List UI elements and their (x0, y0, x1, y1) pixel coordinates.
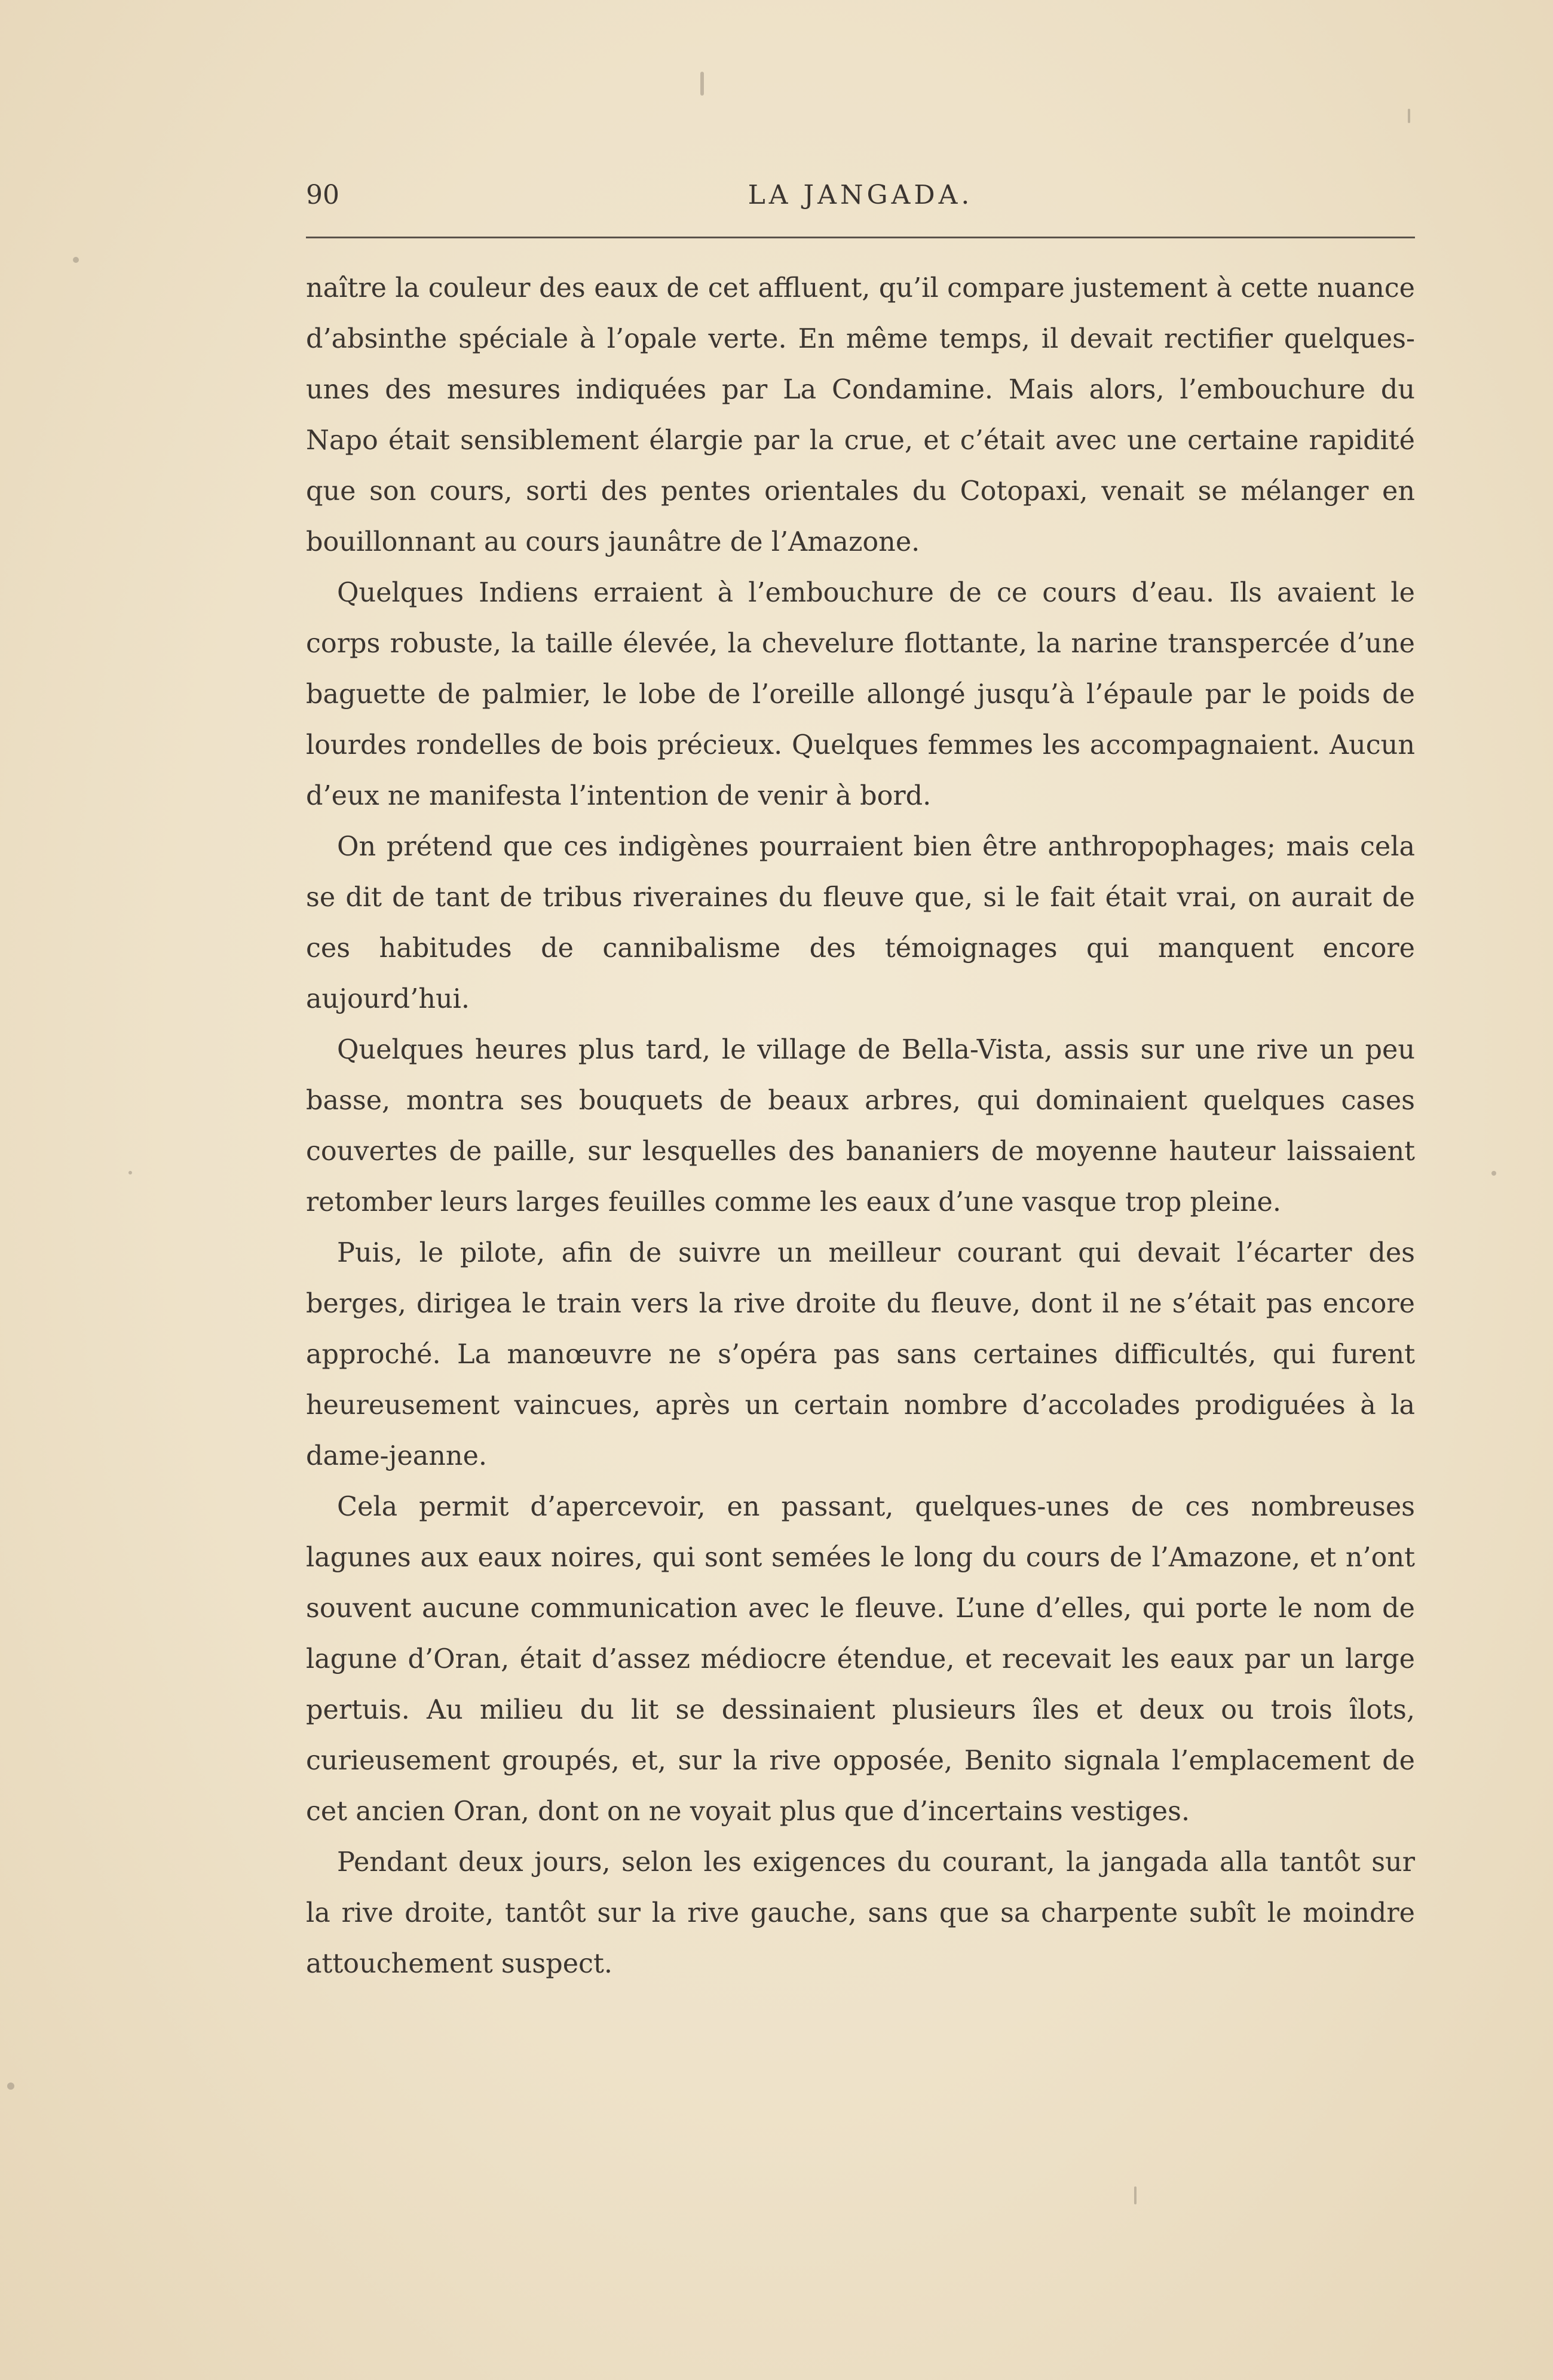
paragraph-7: Pendant deux jours, selon les exigences du courant, la jangada alla tantôt sur la rive droite, tantôt sur la rive gauche, sans que sa charpente subît le moindre attouchement suspect. (306, 1847, 1415, 1979)
paper-speck (1491, 1171, 1496, 1176)
paper-speck (1134, 2186, 1137, 2204)
paper-speck (128, 1171, 132, 1174)
paper-speck (700, 72, 704, 96)
header-rule (306, 237, 1415, 238)
paper-speck (7, 2082, 14, 2090)
paper-speck (73, 257, 79, 263)
page-number: 90 (306, 180, 339, 210)
body-text (306, 263, 1415, 1989)
paragraph-2: Quelques Indiens erraient à l’embouchure de ce cours d’eau. Ils avaient le corps robuste, la taille élevée, la chevelure flottante, la narine transpercée d’une baguette de palmier, le lobe de l’oreille allongé jusqu’à l’épaule par le poids de lourdes rondelles de bois précieux. Quelques femmes les accompagnaient. Aucun d’eux ne manifesta l’intention de venir à bord. (306, 578, 1415, 811)
paragraph-5: Puis, le pilote, afin de suivre un meilleur courant qui devait l’écarter des berges, dirigea le train vers la rive droite du fleuve, dont il ne s’était pas encore approché. La manœuvre ne s’opéra pas sans certaines difficultés, qui furent heureusement vaincues, après un certain nombre d’accolades prodiguées à la dame-jeanne. (306, 1238, 1415, 1471)
paragraph-6: Cela permit d’apercevoir, en passant, quelques-unes de ces nombreuses lagunes aux eaux noires, qui sont semées le long du cours de l’Amazone, et n’ont souvent aucune communication avec le fleuve. L’une d’elles, qui porte le nom de lagune d’Oran, était d’assez médiocre étendue, et recevait les eaux par un large pertuis. Au milieu du lit se dessinaient plusieurs îles et deux ou trois îlots, curieusement groupés, et, sur la rive opposée, Benito signala l’emplacement de cet ancien Oran, dont on ne voyait plus que d’incertains vestiges. (306, 1492, 1415, 1827)
paragraph-4: Quelques heures plus tard, le village de Bella-Vista, assis sur une rive un peu basse, montra ses bouquets de beaux arbres, qui dominaient quelques cases couvertes de paille, sur lesquelles des bananiers de moyenne hauteur laissaient retomber leurs larges feuilles comme les eaux d’une vasque trop pleine. (306, 1035, 1415, 1217)
paragraph-3: On prétend que ces indigènes pourraient bien être anthropophages; mais cela se dit de tant de tribus riveraines du fleuve que, si le fait était vrai, on aurait de ces habitudes de cannibalisme des témoignages qui manquent encore aujourd’hui. (306, 832, 1415, 1014)
running-title: LA JANGADA. (748, 180, 973, 210)
page-header (306, 174, 1415, 216)
paragraph-1: naître la couleur des eaux de cet affluent, qu’il compare justement à cette nuance d’absinthe spéciale à l’opale verte. En même temps, il devait rectifier quelques-unes des mesures indiquées par La Condamine. Mais alors, l’embouchure du Napo était sensiblement élargie par la crue, et c’était avec une certaine rapidité que son cours, sorti des pentes orientales du Cotopaxi, venait se mélanger en bouillonnant au cours jaunâtre de l’Amazone. (306, 273, 1415, 557)
paper-speck (1408, 109, 1410, 123)
